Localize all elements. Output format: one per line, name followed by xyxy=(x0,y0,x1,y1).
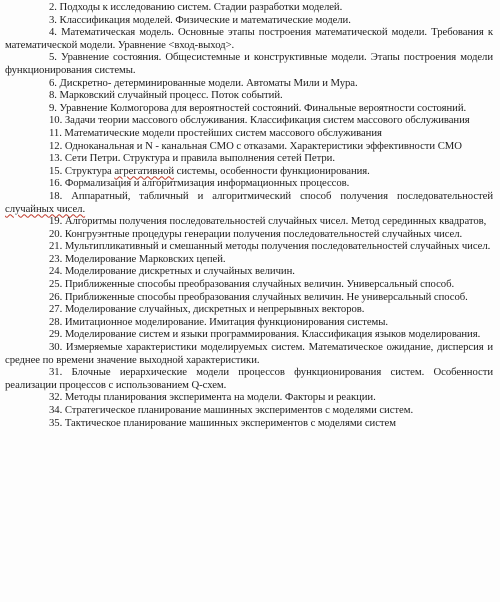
list-item: 20. Конгруэнтные процедуры генерации получения последовательностей случайных чисел. xyxy=(49,227,463,240)
list-item: 12. Одноканальная и N - канальная СМО с отказами. Характеристики эффективности СМО xyxy=(49,139,462,152)
list-item: 8. Марковский случайный процесс. Поток событий. xyxy=(49,89,283,102)
list-item: 35. Тактическое планирование машинных экспериментов с моделями систем xyxy=(49,416,396,429)
list-item xyxy=(5,165,493,178)
list-item: 6. Дискретно- детерминированные модели. Автоматы Мили и Мура. xyxy=(49,76,358,89)
list-item: 28. Имитационное моделирование. Имитация функционирования системы. xyxy=(49,315,388,328)
list-item: 21. Мультипликативный и смешанный методы получения последовательностей случайных чисел. xyxy=(49,240,491,253)
list-item: 30. Измеряемые характеристики моделируемых систем. Математическое ожидание, дисперсия и среднее по времени значение выходной характеристики. xyxy=(5,341,493,366)
list-item: 19. Алгоритмы получения последовательностей случайных чисел. Метод серединных квадратов, xyxy=(49,215,487,228)
list-item: 26. Приближенные способы преобразования случайных величин. Не универсальный способ. xyxy=(49,290,468,303)
question-list xyxy=(5,1,493,429)
list-item: 9. Уравнение Колмогорова для вероятностей состояний. Финальные вероятности состояний. xyxy=(49,101,467,114)
list-item: 31. Блочные иерархические модели процессов функционирования систем. Особенности реализации процессов с использованием Q-схем. xyxy=(5,366,493,391)
item-text-before: 18. Аппаратный, табличный и алгоритмический способ получения последовательностей xyxy=(49,189,493,202)
list-item: 3. Классификация моделей. Физические и математические модели. xyxy=(49,13,351,26)
list-item: 24. Моделирование дискретных и случайных величин. xyxy=(49,265,295,278)
spellcheck-underlined-word: случайных чисел. xyxy=(5,202,86,215)
spellcheck-underlined-word: агрегативной xyxy=(114,164,175,177)
item-text-after: системы, особенности функционирования. xyxy=(174,164,370,177)
list-item: 23. Моделирование Марковских цепей. xyxy=(49,252,226,265)
list-item: 13. Сети Петри. Структура и правила выполнения сетей Петри. xyxy=(49,152,335,165)
list-item: 5. Уравнение состояния. Общесистемные и конструктивные модели. Этапы построения модели функционирования системы. xyxy=(5,51,493,76)
list-item: 2. Подходы к исследованию систем. Стадии разработки моделей. xyxy=(49,1,343,13)
list-item: 25. Приближенные способы преобразования случайных величин. Универсальный способ. xyxy=(49,278,455,291)
list-item: 29. Моделирование систем и языки программирования. Классификация языков моделирования. xyxy=(49,328,481,341)
list-item: 16. Формализация и алгоритмизация информационных процессов. xyxy=(49,177,350,190)
list-item: 11. Математические модели простейших систем массового обслуживания xyxy=(49,126,382,139)
list-item: 34. Стратегическое планирование машинных экспериментов с моделями систем. xyxy=(49,404,414,416)
item-text-before: 15. Структура xyxy=(49,164,115,177)
list-item: 32. Методы планирования эксперимента на модели. Факторы и реакции. xyxy=(49,391,376,404)
list-item: 27. Моделирование случайных, дискретных и непрерывных векторов. xyxy=(49,303,365,316)
list-item: 10. Задачи теории массового обслуживания. Классификация систем массового обслуживания xyxy=(49,114,470,127)
list-item: 4. Математическая модель. Основные этапы построения математической модели. Требования к математической модели. Уравнение <вход-выход>. xyxy=(5,26,493,51)
list-item xyxy=(5,190,493,215)
